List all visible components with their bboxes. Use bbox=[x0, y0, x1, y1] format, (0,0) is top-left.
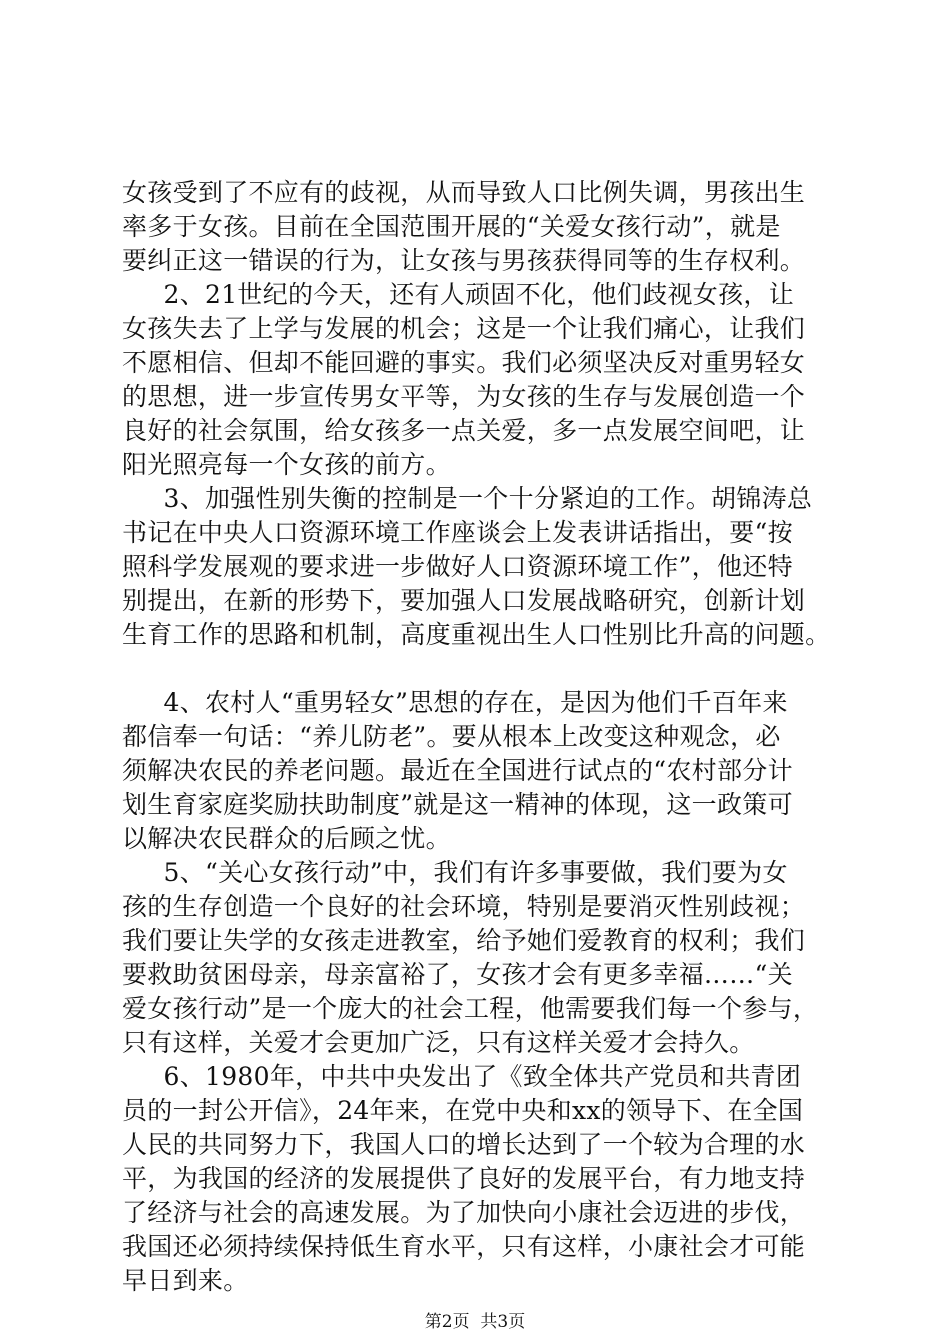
text-line: 女孩受到了不应有的歧视，从而导致人口比例失调，男孩出生 bbox=[122, 178, 806, 207]
text-line: 我们要让失学的女孩走进教室，给予她们爱教育的权利；我们 bbox=[122, 926, 806, 955]
text-line: 孩的生存创造一个良好的社会环境，特别是要消灭性别歧视； bbox=[122, 892, 806, 921]
text-line: 人民的共同努力下，我国人口的增长达到了一个较为合理的水 bbox=[122, 1130, 806, 1159]
text-line: 员的一封公开信》，24年来，在党中央和xx的领导下、在全国 bbox=[122, 1096, 804, 1125]
text-line: 书记在中央人口资源环境工作座谈会上发表讲话指出，要“按 bbox=[122, 518, 793, 547]
text-line: 不愿相信、但却不能回避的事实。我们必须坚决反对重男轻女 bbox=[122, 348, 806, 377]
text-line: 划生育家庭奖励扶助制度”就是这一精神的体现，这一政策可 bbox=[122, 790, 793, 819]
paragraph-start-line: 5、“关心女孩行动”中，我们有许多事要做，我们要为女 bbox=[147, 858, 788, 887]
paragraph-start-line: 4、农村人“重男轻女”思想的存在，是因为他们千百年来 bbox=[147, 688, 788, 717]
paragraph-start-line: 6、1980年，中共中央发出了《致全体共产党员和共青团 bbox=[147, 1062, 802, 1091]
text-line: 以解决农民群众的后顾之忧。 bbox=[122, 824, 451, 853]
text-line: 平，为我国的经济的发展提供了良好的发展平台，有力地支持 bbox=[122, 1164, 806, 1193]
text-line: 生育工作的思路和机制，高度重视出生人口性别比升高的问题。 bbox=[122, 620, 831, 649]
text-line: 只有这样，关爱才会更加广泛，只有这样关爱才会持久。 bbox=[122, 1028, 755, 1057]
text-line: 率多于女孩。目前在全国范围开展的“关爱女孩行动”，就是 bbox=[122, 212, 781, 241]
text-line: 须解决农民的养老问题。最近在全国进行试点的“农村部分计 bbox=[122, 756, 793, 785]
text-line: 要救助贫困母亲，母亲富裕了，女孩才会有更多幸福……“关 bbox=[122, 960, 793, 989]
text-line: 别提出，在新的形势下，要加强人口发展战略研究，创新计划 bbox=[122, 586, 806, 615]
paragraph-start-line: 3、加强性别失衡的控制是一个十分紧迫的工作。胡锦涛总 bbox=[147, 484, 813, 513]
text-line: 爱女孩行动”是一个庞大的社会工程，他需要我们每一个参与， bbox=[122, 994, 819, 1023]
text-line: 女孩失去了上学与发展的机会；这是一个让我们痛心，让我们 bbox=[122, 314, 806, 343]
text-line: 要纠正这一错误的行为，让女孩与男孩获得同等的生存权利。 bbox=[122, 246, 806, 275]
text-line: 早日到来。 bbox=[122, 1266, 249, 1295]
text-line: 照科学发展观的要求进一步做好人口资源环境工作”，他还特 bbox=[122, 552, 793, 581]
text-line: 都信奉一句话：“养儿防老”。要从根本上改变这种观念，必 bbox=[122, 722, 781, 751]
text-line: 阳光照亮每一个女孩的前方。 bbox=[122, 450, 451, 479]
text-line: 了经济与社会的高速发展。为了加快向小康社会迈进的步伐， bbox=[122, 1198, 806, 1227]
paragraph-start-line: 2、21世纪的今天，还有人顽固不化，他们歧视女孩，让 bbox=[147, 280, 795, 309]
text-line: 良好的社会氛围，给女孩多一点关爱，多一点发展空间吧，让 bbox=[122, 416, 806, 445]
text-line: 的思想，进一步宣传男女平等，为女孩的生存与发展创造一个 bbox=[122, 382, 806, 411]
text-line: 我国还必须持续保持低生育水平，只有这样，小康社会才可能 bbox=[122, 1232, 806, 1261]
page-footer: 第2页 共3页 bbox=[424, 1312, 526, 1332]
